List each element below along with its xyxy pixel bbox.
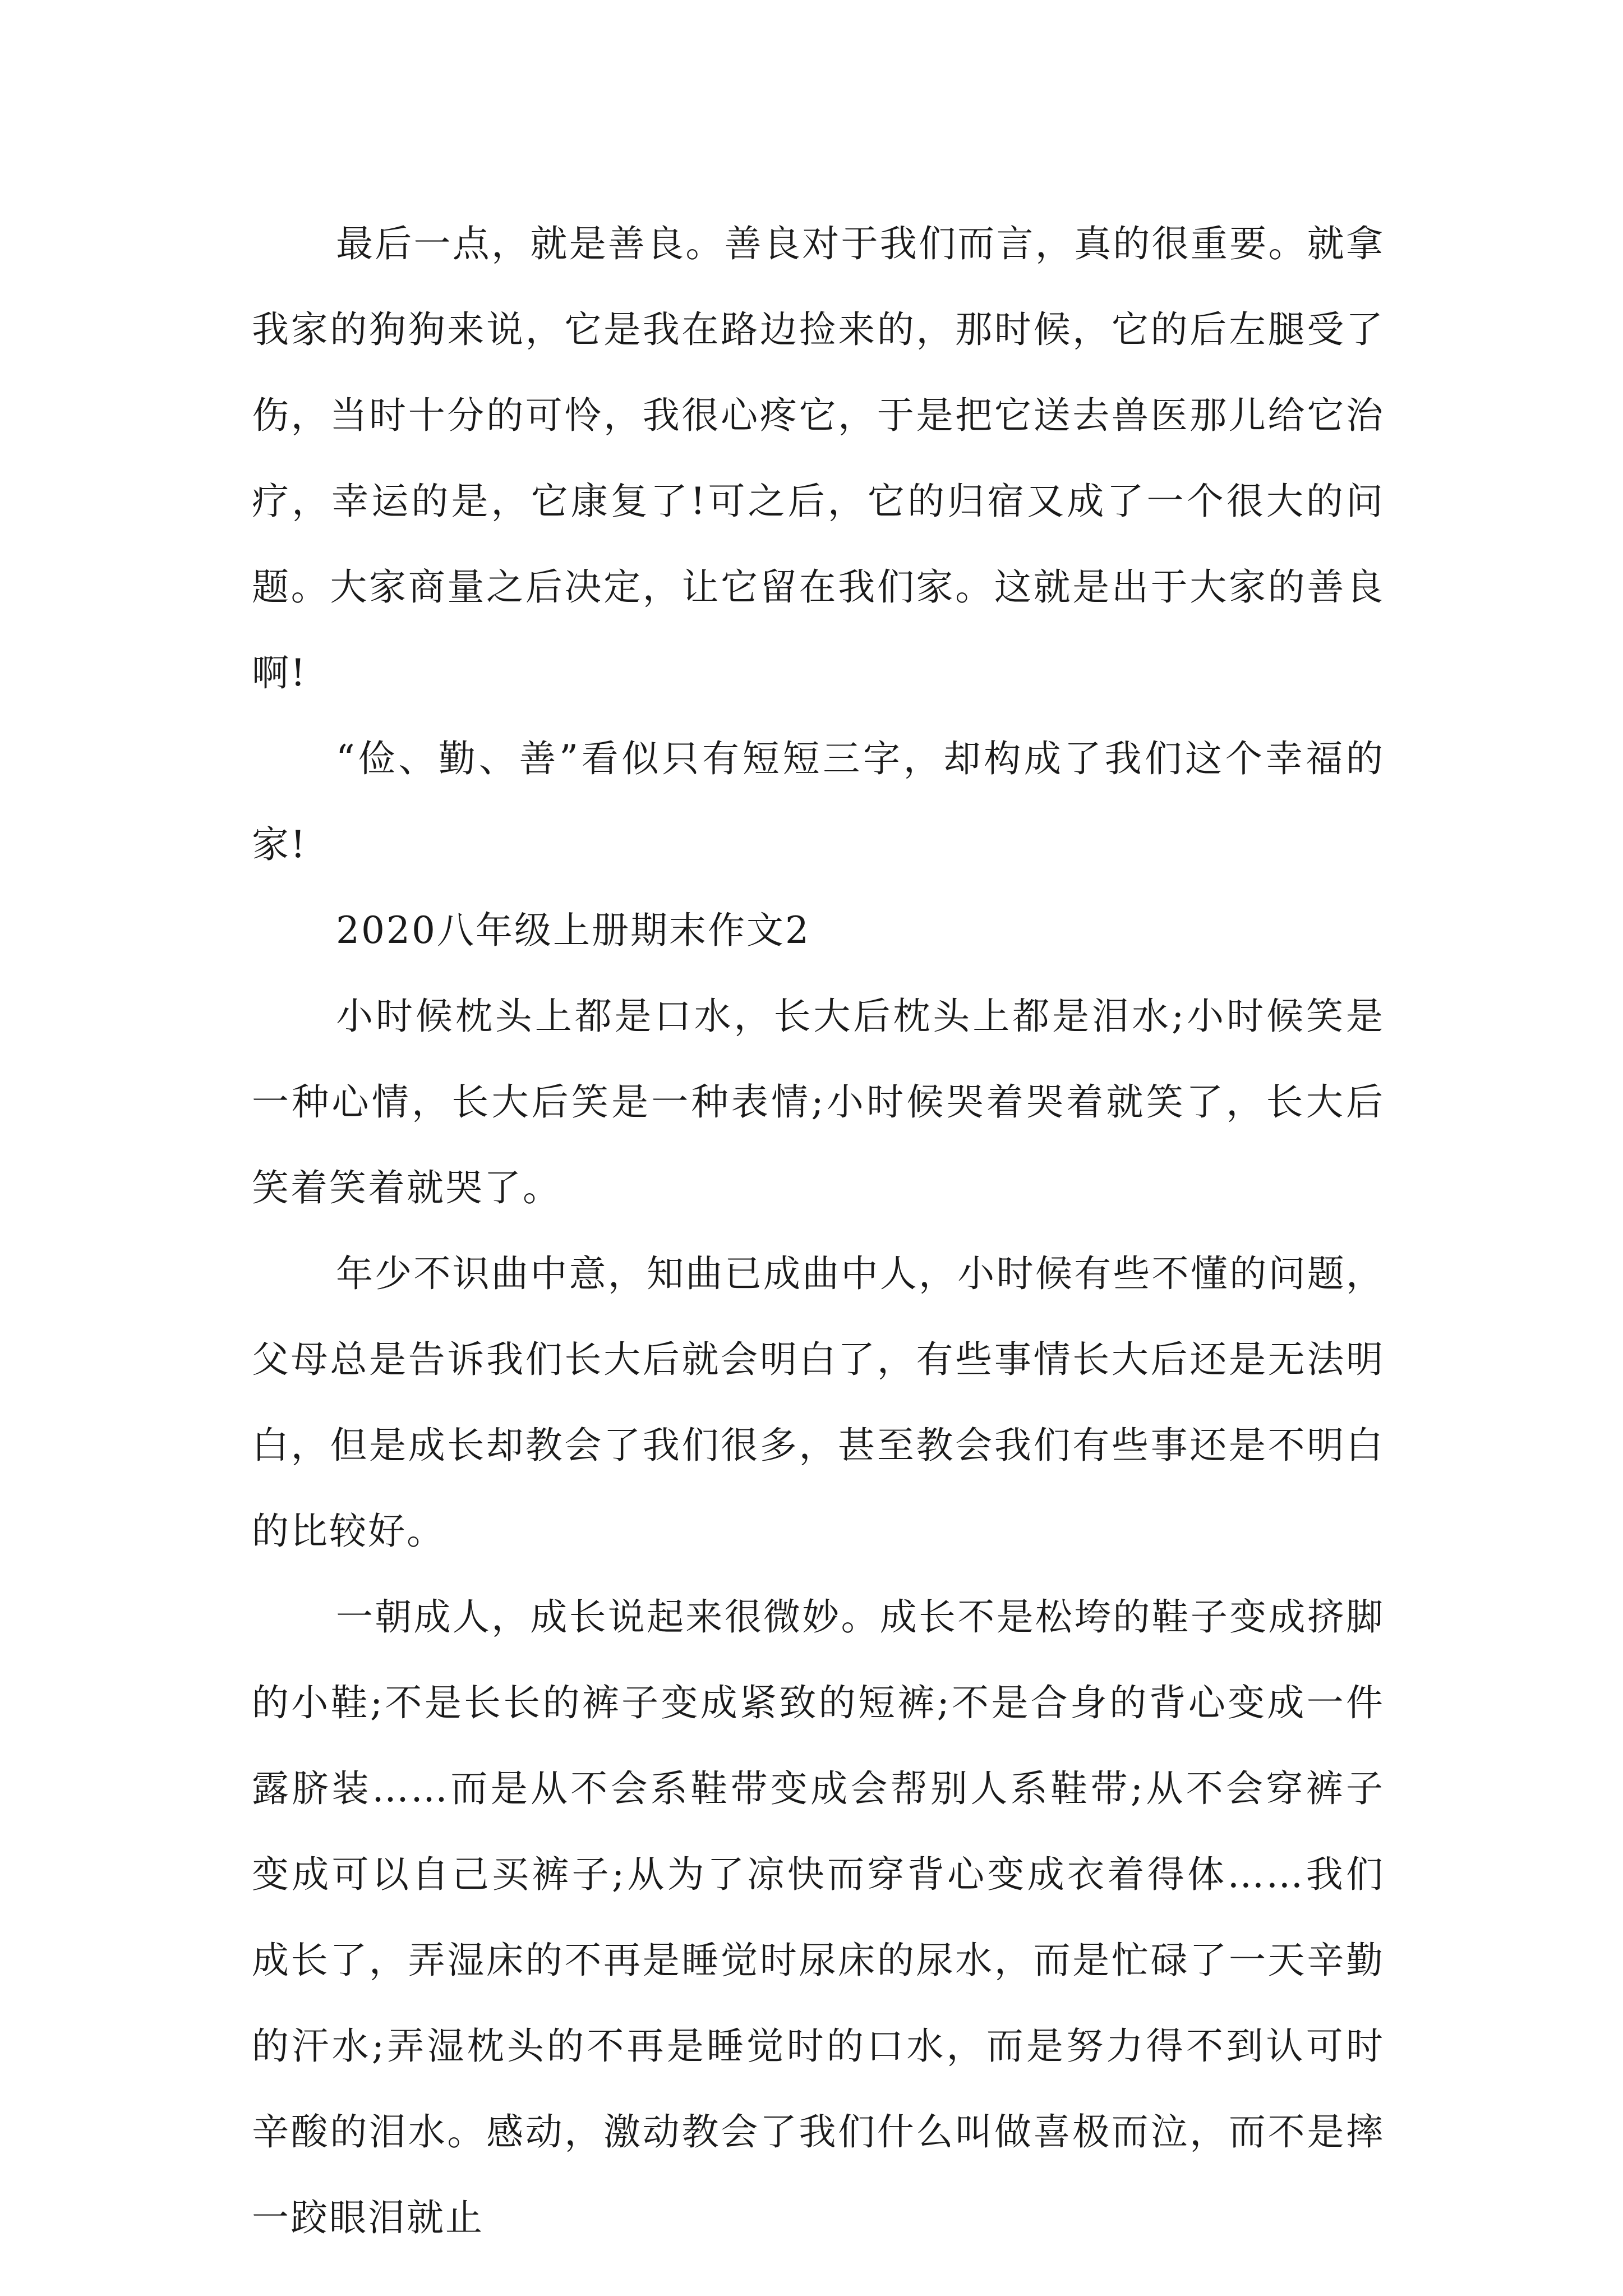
essay-title: 2020八年级上册期末作文2 <box>336 909 810 952</box>
paragraph-adulthood: 一朝成人，成长说起来很微妙。成长不是松垮的鞋子变成挤脚的小鞋;不是长长的裤子变成紧致的短裤;不是合身的背心变成一件露脐装……而是从不会系鞋带变成会帮别人系鞋带;从不会穿裤子变成可以自己买裤子;从为了凉快而穿背心变成衣着得体……我们成长了，弄湿床的不再是睡觉时尿床的尿水，而是忙碌了一天辛勤的汗水;弄湿枕头的不再是睡觉时的口水，而是努力得不到认可时辛酸的泪水。感动，激动教会了我们什么叫做喜极而泣，而不是摔一跤眼泪就止 <box>252 1595 1385 2239</box>
paragraph-kindness: 最后一点，就是善良。善良对于我们而言，真的很重要。就拿我家的狗狗来说，它是我在路边捡来的，那时候，它的后左腿受了伤，当时十分的可怜，我很心疼它，于是把它送去兽医那儿给它治疗，幸运的是，它康复了!可之后，它的归宿又成了一个很大的问题。大家商量之后决定，让它留在我们家。这就是出于大家的善良啊! <box>252 222 1385 694</box>
document-body <box>252 201 1385 2261</box>
paragraph-growing-up: 年少不识曲中意，知曲已成曲中人，小时候有些不懂的问题，父母总是告诉我们长大后就会明白了，有些事情长大后还是无法明白，但是成长却教会了我们很多，甚至教会我们有些事还是不明白的比较好。 <box>252 1252 1385 1553</box>
paragraph-conclusion: “俭、勤、善”看似只有短短三字，却构成了我们这个幸福的家! <box>252 737 1385 866</box>
paragraph-pillow: 小时候枕头上都是口水，长大后枕头上都是泪水;小时候笑是一种心情，长大后笑是一种表情;小时候哭着哭着就笑了，长大后笑着笑着就哭了。 <box>252 995 1385 1209</box>
